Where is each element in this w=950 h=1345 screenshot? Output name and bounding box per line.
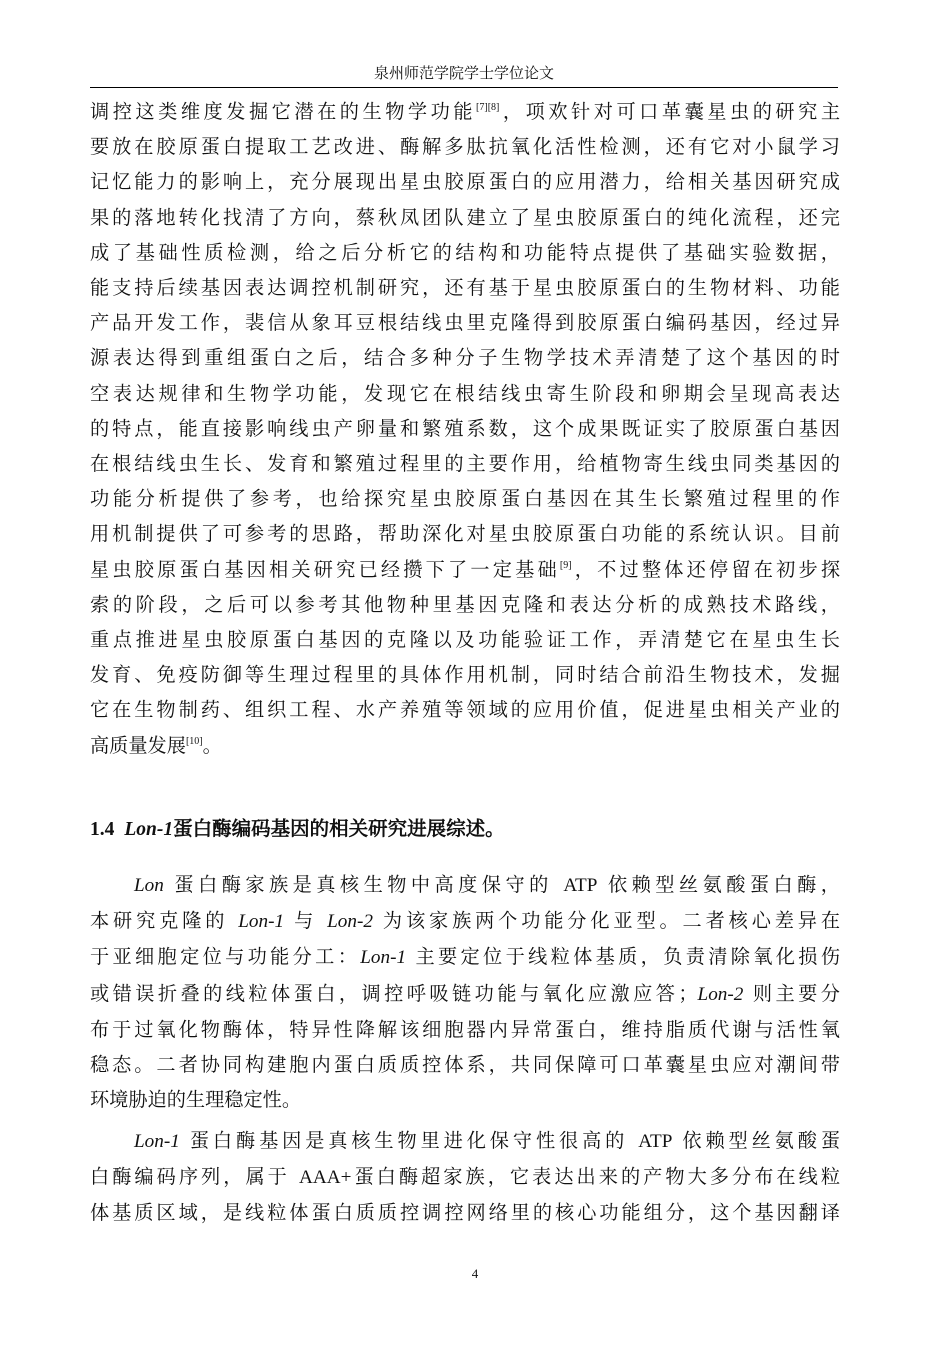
text-line: 的特点，能直接影响线虫产卵量和繁殖系数，这个成果既证实了胶原蛋白基因 — [90, 416, 840, 440]
text-line: 产品开发工作，裴信从象耳豆根结线虫里克隆得到胶原蛋白编码基因，经过异 — [90, 311, 840, 335]
text-line: 源表达得到重组蛋白之后，结合多种分子生物学技术弄清楚了这个基因的时 — [90, 346, 840, 370]
text-line: 于亚细胞定位与功能分工：Lon-1 主要定位于线粒体基质，负责清除氧化损伤 — [90, 945, 840, 969]
section-gene-name: Lon-1 — [124, 819, 174, 840]
text-line: 能支持后续基因表达调控机制研究，还有基于星虫胶原蛋白的生物材料、功能 — [90, 276, 840, 300]
text-line: 调控这类维度发掘它潜在的生物学功能[7][8]，项欢针对可口革囊星虫的研究主 — [90, 100, 840, 123]
text-line: 果的落地转化找清了方向，蔡秋凤团队建立了星虫胶原蛋白的纯化流程，还完 — [90, 205, 840, 229]
text-line: 白酶编码序列，属于 AAA+蛋白酶超家族，它表达出来的产物大多分布在线粒 — [90, 1165, 840, 1189]
text-line: 它在生物制药、组织工程、水产养殖等领域的应用价值，促进星虫相关产业的 — [90, 698, 840, 722]
paragraph-lon1-gene — [90, 1123, 840, 1231]
text-line: 空表达规律和生物学功能，发现它在根结线虫寄生阶段和卵期会呈现高表达 — [90, 381, 840, 405]
text-line: 用机制提供了可参考的思路，帮助深化对星虫胶原蛋白功能的系统认识。目前 — [90, 522, 840, 546]
running-header: 泉州师范学院学士学位论文 — [373, 64, 554, 82]
text-line: 索的阶段，之后可以参考其他物种里基因克隆和表达分析的成熟技术路线， — [90, 592, 840, 616]
text-line: 本研究克隆的 Lon-1 与 Lon-2 为该家族两个功能分化亚型。二者核心差异在 — [90, 909, 840, 933]
text-line: Lon-1 蛋白酶基因是真核生物里进化保守性很高的 ATP 依赖型丝氨酸蛋 — [134, 1129, 840, 1152]
text-line: 功能分析提供了参考，也给探究星虫胶原蛋白基因在其生长繁殖过程里的作 — [90, 487, 840, 511]
text-line: 成了基础性质检测，给之后分析它的结构和功能特点提供了基础实验数据， — [90, 240, 840, 264]
paragraph-lon-family — [90, 867, 840, 1117]
text-line: 在根结线虫生长、发育和繁殖过程里的主要作用，给植物寄生线虫同类基因的 — [90, 452, 840, 476]
text-line: 记忆能力的影响上，充分展现出星虫胶原蛋白的应用潜力，给相关基因研究成 — [90, 170, 840, 194]
citation: [7][8] — [476, 102, 500, 113]
header-rule — [90, 87, 838, 88]
citation: [10] — [185, 735, 203, 747]
text-line: 布于过氧化物酶体，特异性降解该细胞器内异常蛋白，维持脂质代谢与活性氧 — [90, 1017, 840, 1041]
page-number: 4 — [471, 1266, 479, 1281]
text-line: 发育、免疫防御等生理过程里的具体作用机制，同时结合前沿生物技术，发掘 — [90, 663, 840, 687]
section-heading — [90, 812, 505, 847]
paragraph-collagen-review — [90, 94, 840, 763]
text-line: 重点推进星虫胶原蛋白基因的克隆以及功能验证工作，弄清楚它在星虫生长 — [90, 628, 840, 652]
text-line: 要放在胶原蛋白提取工艺改进、酶解多肽抗氧化活性检测，还有它对小鼠学习 — [90, 135, 840, 159]
text-line: 体基质区域，是线粒体蛋白质质控调控网络里的核心功能组分，这个基因翻译 — [90, 1201, 840, 1225]
text-line: 高质量发展[10]。 — [90, 733, 222, 757]
citation: [9] — [559, 559, 572, 571]
text-line: Lon 蛋白酶家族是真核生物中高度保守的 ATP 依赖型丝氨酸蛋白酶， — [134, 873, 840, 896]
text-line: 或错误折叠的线粒体蛋白，调控呼吸链功能与氧化应激应答；Lon-2 则主要分 — [90, 981, 840, 1005]
section-number: 1.4 — [90, 819, 115, 840]
text-line: 稳态。二者协同构建胞内蛋白质质控体系，共同保障可口革囊星虫应对潮间带 — [90, 1053, 840, 1077]
section-title: 蛋白酶编码基因的相关研究进展综述。 — [173, 817, 505, 840]
text-line: 环境胁迫的生理稳定性。 — [90, 1088, 302, 1112]
text-line: 星虫胶原蛋白基因相关研究已经攒下了一定基础[9]，不过整体还停留在初步探 — [90, 557, 840, 581]
